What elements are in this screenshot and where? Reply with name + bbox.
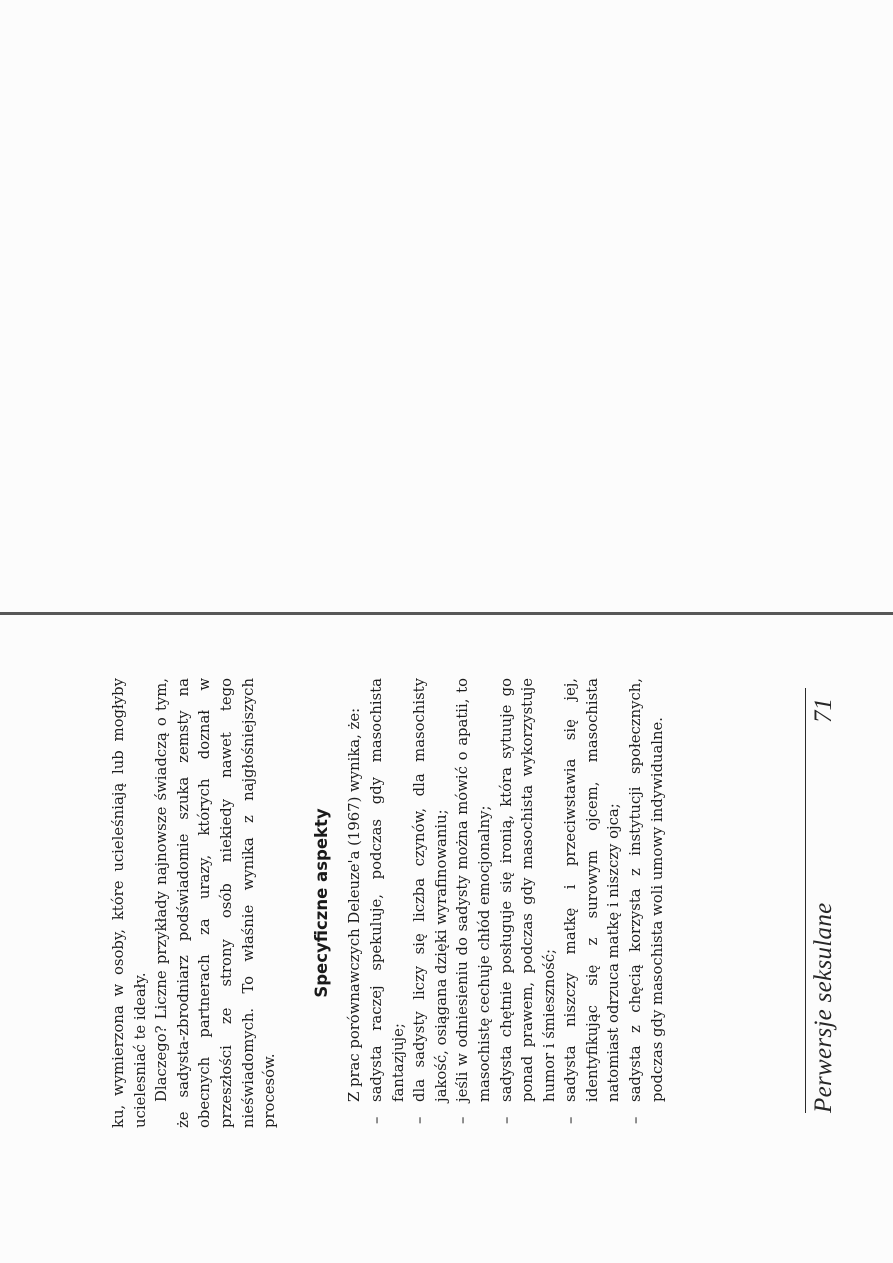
heading: Specyficzne aspekty: [311, 808, 331, 998]
paragraph: Dlaczego? Liczne przykłady najnowsze świadczą o tym, że sadysta-zbrodniarz podświadomie szuka zemsty na obecnych partnerach za urazy, których doznał w przeszłości ze strony osób niekiedy nawet tego nieświadomych. To właśnie wynika z najgłośniejszych procesów.: [153, 678, 279, 1128]
comparison-list: [366, 678, 668, 1128]
text-column: [108, 678, 668, 1128]
opening-paragraph: ku, wymierzona w osoby, które ucieleśniają lub mogłyby ucielesniać te ideały.: [110, 678, 149, 1128]
page-divider: [0, 612, 893, 615]
running-head: Perwersje seksulane: [810, 902, 837, 1113]
header-rule: [805, 688, 806, 1113]
list-item: – dla sadysty liczy się liczba czynów, dla masochisty jakość, osiągana dzięki wyrafinowaniu;: [409, 678, 452, 1128]
list-item: – sadysta niszczy matkę i przeciwstawia się jej, identyfikując się z surowym ojcem, masochista natomiast odrzuca matkę i niszczy ojca;: [560, 678, 625, 1128]
intro-paragraph: Z prac porównawczych Deleuze'a (1967) wynika, że:: [346, 707, 364, 1102]
list-item: – sadysta raczej spekuluje, podczas gdy masochista fantazjuje;: [366, 678, 409, 1128]
list-item: – jeśli w odniesieniu do sadysty można mówić o apatii, to masochistę cechuje chłód emocjonalny;: [452, 678, 495, 1128]
list-item: – sadysta chętnie posługuje się ironią, która sytuuje go ponad prawem, podczas gdy masochista wykorzystuje humor i śmieszność;: [496, 678, 561, 1128]
list-item: – sadysta z chęcią korzysta z instytucji społecznych, podczas gdy masochista woli umowy indywidualne.: [625, 678, 668, 1128]
page-number: 71: [810, 698, 837, 723]
